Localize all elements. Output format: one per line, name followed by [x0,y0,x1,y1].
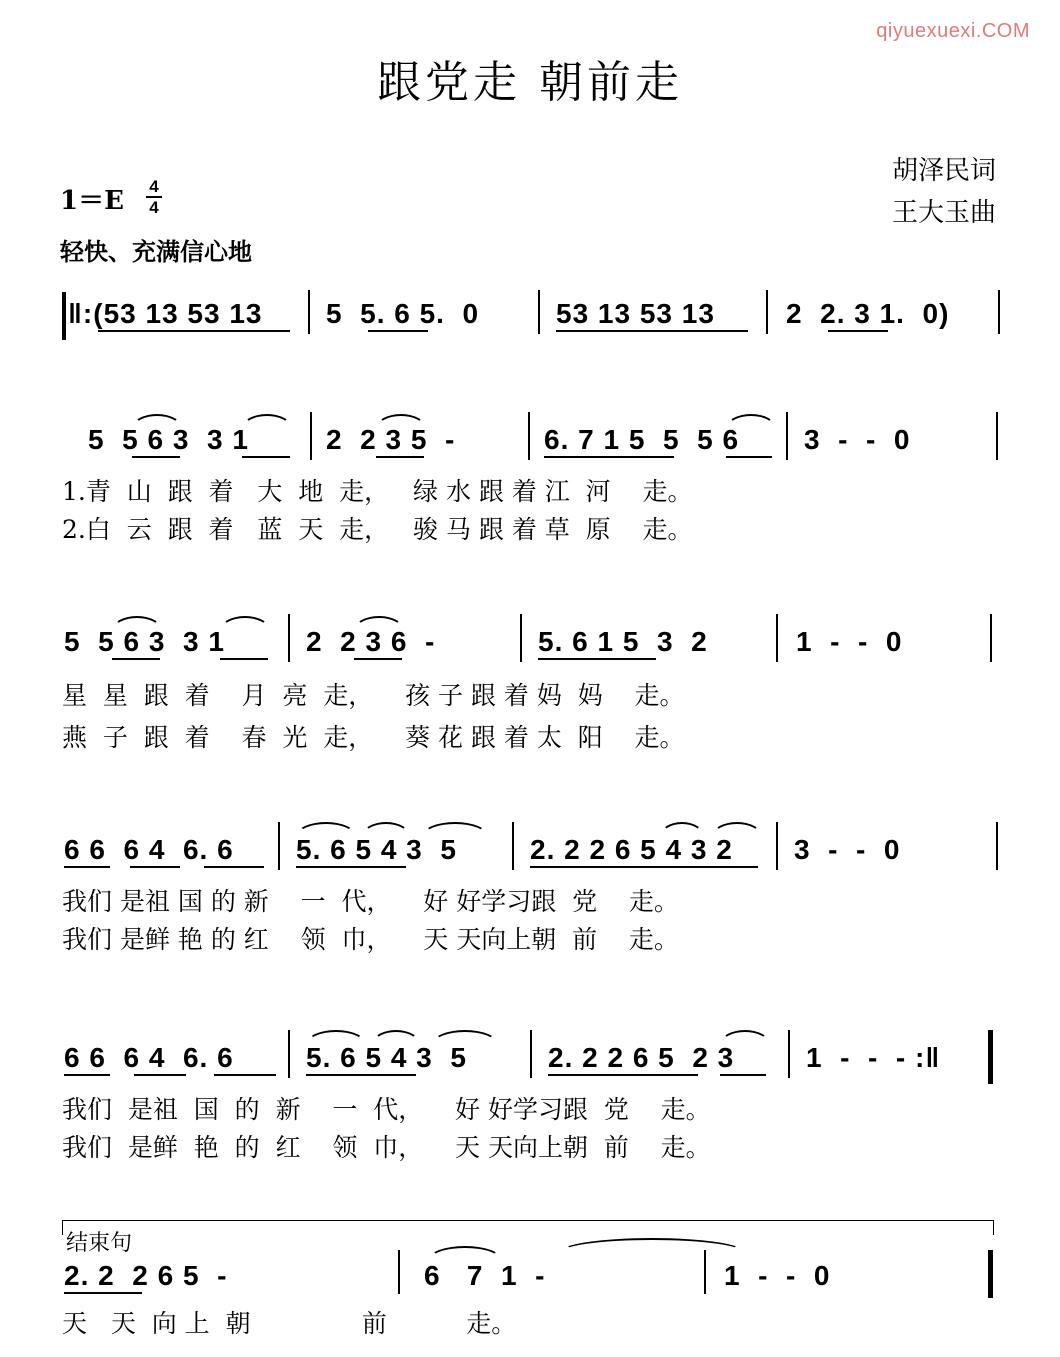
intro-measure-3: 53 13 53 13 [556,298,715,329]
system-3-lyrics-verse-1: 我们 是祖 国 的 新 一 代， 好 好学习跟 党 走。 [62,887,679,916]
time-sig-top: 4 [149,177,159,196]
system-4-measure-4: 1 - - - :‖ [806,1042,941,1073]
system-3-measure-1: 6 6 6 4 6. 6 [64,834,234,865]
system-2-lyrics-verse-2: 燕 子 跟 着 春 光 走， 葵 花 跟 着 太 阳 走。 [62,723,685,752]
system-2-measure-4: 1 - - 0 [796,626,903,657]
ending-measure-3: 1 - - 0 [724,1260,831,1291]
system-2-measure-1: 5 5 6 3 3 1 [64,626,225,657]
lyricist-credit: 胡泽民词 [891,156,996,186]
time-signature [146,178,162,216]
system-1-measure-2: 2 2 3 5 - [326,424,456,455]
tempo-marking: 轻快、充满信心地 [60,238,252,266]
system-1-measure-4: 3 - - 0 [804,424,911,455]
watermark: qiyuexuexi.COM [876,20,1030,42]
intro-measure-2: 5 5. 6 5. 0 [326,298,480,329]
system-4-measure-2: 5. 6 5 4 3 5 [306,1042,467,1073]
system-4-lyrics-verse-1: 我们 是祖 国 的 新 一 代， 好 好学习跟 党 走。 [62,1095,711,1124]
system-2-measure-2: 2 2 3 6 - [306,626,436,657]
system-3-lyrics-verse-2: 我们 是鲜 艳 的 红 领 巾， 天 天向上朝 前 走。 [62,925,679,954]
system-3-measure-4: 3 - - 0 [794,834,901,865]
system-1-lyrics-verse-1: 1.青 山 跟 着 大 地 走， 绿 水 跟 着 江 河 走。 [62,477,693,506]
system-3-measure-2: 5. 6 5 4 3 5 [296,834,457,865]
time-sig-bottom: 4 [149,198,159,217]
system-2-lyrics-verse-1: 星 星 跟 着 月 亮 走， 孩 子 跟 着 妈 妈 走。 [62,681,685,710]
ending-label: 结束句 [66,1231,133,1256]
intro-measure-4: 2 2. 3 1. 0) [786,298,950,329]
system-1-measure-3: 6. 7 1 5 5 5 6 [544,424,740,455]
key-signature: 1＝E [60,186,124,216]
composer-credit: 王大玉曲 [891,198,996,228]
ending-measure-1: 2. 2 2 6 5 - [64,1260,228,1291]
system-1-measure-1: 5 5 6 3 3 1 [88,424,249,455]
system-1-lyrics-verse-2: 2.白 云 跟 着 蓝 天 走， 骏 马 跟 着 草 原 走。 [62,515,693,544]
system-4-measure-1: 6 6 6 4 6. 6 [64,1042,234,1073]
ending-lyrics: 天 天 向 上 朝 前 走。 [62,1309,517,1338]
system-4-lyrics-verse-2: 我们 是鲜 艳 的 红 领 巾， 天 天向上朝 前 走。 [62,1133,711,1162]
intro-measure-1: ‖:(53 13 53 13 [68,298,263,329]
ending-measure-2: 6 7 1 - [424,1260,546,1291]
system-3-measure-3: 2. 2 2 6 5 4 3 2 [530,834,733,865]
system-2-measure-3: 5. 6 1 5 3 2 [538,626,708,657]
system-4-measure-3: 2. 2 2 6 5 2 3 [548,1042,735,1073]
song-title: 跟党走 朝前走 [377,57,683,108]
